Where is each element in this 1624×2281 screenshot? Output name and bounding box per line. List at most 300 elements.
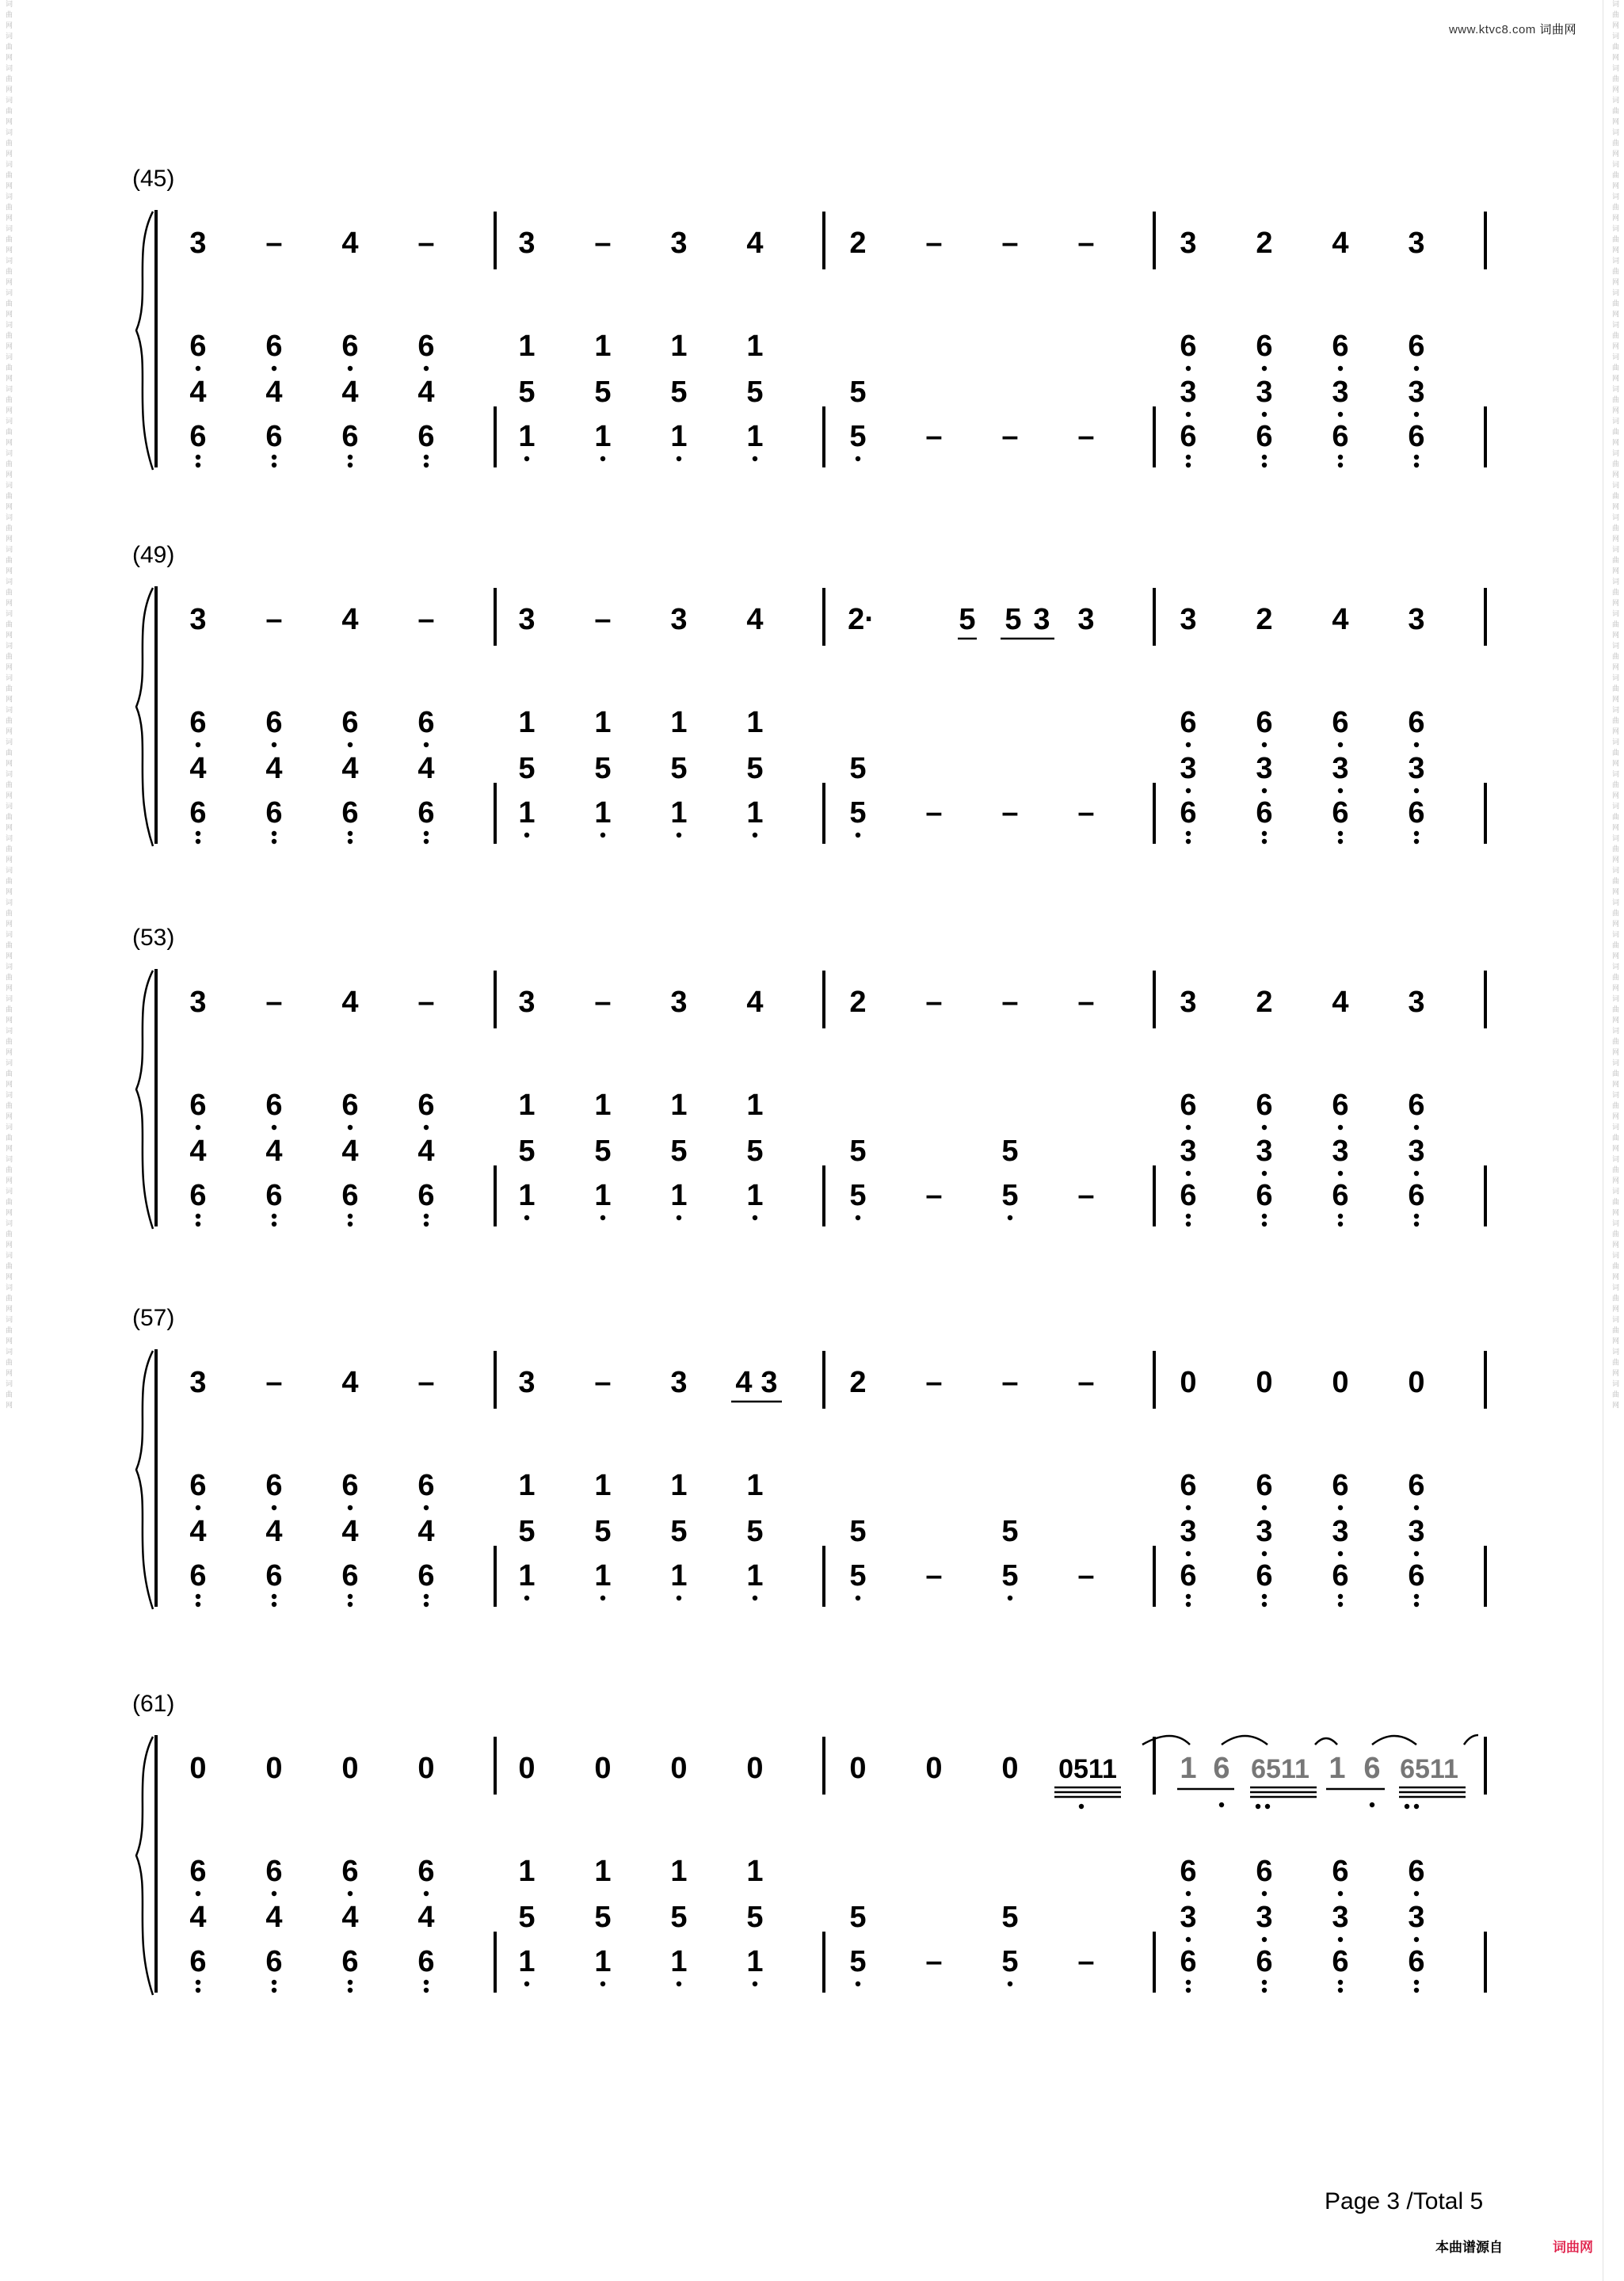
melody-note: 0 <box>518 1752 536 1785</box>
bass-note: – <box>925 796 943 830</box>
bass-note: 6 <box>1408 706 1425 739</box>
melody-note: 0 <box>1408 1366 1425 1399</box>
bass-note: 6 <box>1256 330 1273 363</box>
melody-note: 3 <box>518 1366 536 1399</box>
bass-note: 1 <box>746 1179 764 1212</box>
bass-note: 5 <box>849 1135 867 1168</box>
octave-dot <box>1186 366 1191 371</box>
octave-dot <box>1262 1214 1267 1219</box>
bass-note: 1 <box>670 1469 688 1502</box>
bass-note: 6 <box>417 1945 435 1978</box>
bass-note: 3 <box>1408 376 1425 409</box>
bass-note: 5 <box>594 376 612 409</box>
octave-dot <box>272 1988 276 1993</box>
bass-note: 6 <box>189 420 207 453</box>
source-label: 本曲谱源自 <box>1435 2240 1503 2255</box>
bass-note: 4 <box>417 1515 435 1548</box>
octave-dot <box>753 833 757 837</box>
melody-note: 3 <box>1180 986 1197 1019</box>
bass-note: 6 <box>341 330 359 363</box>
octave-dot <box>1338 839 1343 844</box>
bass-note: 1 <box>594 1855 612 1888</box>
bass-note: 6 <box>341 1469 359 1502</box>
octave-dot <box>677 833 681 837</box>
bass-note: 6 <box>417 1179 435 1212</box>
octave-dot <box>1262 1594 1267 1599</box>
melody-note: – <box>1077 1366 1095 1399</box>
octave-dot <box>196 1505 200 1510</box>
melody-note: 4 <box>1332 603 1349 636</box>
bass-note: 1 <box>670 420 688 453</box>
bass-note: 3 <box>1180 1901 1197 1934</box>
melody-note: – <box>594 1366 612 1399</box>
octave-dot <box>1262 455 1267 460</box>
octave-dot <box>424 455 429 460</box>
bass-note: 6 <box>189 1179 207 1212</box>
melody-note: 3 <box>1408 227 1425 260</box>
octave-dot <box>196 455 200 460</box>
octave-dot <box>1414 1222 1419 1226</box>
octave-dot <box>677 456 681 461</box>
measure-number: (49) <box>132 542 175 568</box>
octave-dot <box>856 456 860 461</box>
bass-note: 6 <box>417 796 435 830</box>
bass-note: 6 <box>1256 706 1273 739</box>
bass-note: 1 <box>594 1179 612 1212</box>
bass-note: 5 <box>849 796 867 830</box>
melody-note: – <box>594 986 612 1019</box>
bass-note: 4 <box>189 1515 207 1548</box>
octave-dot <box>1262 1937 1267 1942</box>
melody-note: 3 <box>670 1366 688 1399</box>
bass-note: 5 <box>518 752 536 785</box>
melody-note: 4 <box>746 227 764 260</box>
octave-dot <box>677 1596 681 1600</box>
bass-note: 1 <box>518 420 536 453</box>
bass-note: 6 <box>341 420 359 453</box>
bass-note: 3 <box>1256 1901 1273 1934</box>
tie-arc <box>1464 1735 1478 1745</box>
bass-note: 6 <box>1332 1469 1349 1502</box>
bass-note: 6 <box>1256 1945 1273 1978</box>
octave-dot <box>272 1125 276 1130</box>
melody-note: 3 <box>670 227 688 260</box>
melody-note: – <box>594 603 612 636</box>
bass-note: 1 <box>670 330 688 363</box>
bass-note: 1 <box>518 1945 536 1978</box>
bass-note: 3 <box>1180 1515 1197 1548</box>
melody-note: 0 <box>417 1752 435 1785</box>
bass-note: 5 <box>518 1901 536 1934</box>
octave-dot <box>1338 1505 1343 1510</box>
bass-note: 1 <box>594 1469 612 1502</box>
bass-note: 4 <box>417 376 435 409</box>
octave-dot <box>1414 1214 1419 1219</box>
bass-note: 6 <box>417 1469 435 1502</box>
bass-note: 6 <box>189 1469 207 1502</box>
measure-number: (45) <box>132 166 175 192</box>
bass-note: 1 <box>670 1855 688 1888</box>
octave-dot <box>196 1980 200 1985</box>
bass-note: 6 <box>1332 420 1349 453</box>
bass-note: 1 <box>594 330 612 363</box>
bass-note: 6 <box>1332 1089 1349 1122</box>
bass-note: 4 <box>265 1901 283 1934</box>
bass-note: 5 <box>670 376 688 409</box>
melody-note: 4 <box>341 603 359 636</box>
bass-note: 6 <box>417 1559 435 1593</box>
octave-dot <box>1414 1551 1419 1556</box>
bass-note: 1 <box>518 706 536 739</box>
octave-dot <box>600 456 605 461</box>
bass-note: 4 <box>265 752 283 785</box>
octave-dot <box>1338 788 1343 793</box>
octave-dot <box>196 1891 200 1896</box>
octave-dot <box>424 366 429 371</box>
melody-note: 6 <box>1363 1752 1381 1785</box>
bass-note: 5 <box>594 752 612 785</box>
melody-note: 3 <box>1077 603 1095 636</box>
system-brace <box>136 1737 153 1995</box>
tie-arc <box>1315 1738 1337 1745</box>
bass-note: 6 <box>1332 1945 1349 1978</box>
melody-note: – <box>1077 986 1095 1019</box>
octave-dot <box>1262 366 1267 371</box>
bass-note: 3 <box>1332 1901 1349 1934</box>
bass-note: – <box>1077 420 1095 453</box>
octave-dot <box>348 1602 353 1607</box>
bass-note: 4 <box>189 752 207 785</box>
bass-note: 1 <box>670 1559 688 1593</box>
melody-note: 6 <box>1213 1752 1230 1785</box>
melody-note: – <box>265 603 283 636</box>
octave-dot <box>1262 788 1267 793</box>
melody-note: 2 <box>1256 986 1273 1019</box>
octave-dot <box>1262 412 1267 417</box>
bass-note: 3 <box>1408 752 1425 785</box>
bass-note: 6 <box>341 1089 359 1122</box>
octave-dot <box>272 1602 276 1607</box>
bass-note: 6 <box>189 330 207 363</box>
melody-note: 3 <box>1408 986 1425 1019</box>
bass-note: 3 <box>1256 1515 1273 1548</box>
bass-note: 6 <box>341 1945 359 1978</box>
melody-note: 0 <box>1332 1366 1349 1399</box>
octave-dot <box>196 1988 200 1993</box>
bass-note: 1 <box>670 1179 688 1212</box>
octave-dot <box>1186 839 1191 844</box>
bass-note: 6 <box>189 1855 207 1888</box>
melody-note: 1 <box>1180 1752 1197 1785</box>
bass-note: 5 <box>849 1901 867 1934</box>
melody-note: 0 <box>1001 1752 1019 1785</box>
melody-note: 0 <box>1180 1366 1197 1399</box>
octave-dot <box>1262 1222 1267 1226</box>
melody-note: 0 <box>925 1752 943 1785</box>
bass-note: – <box>925 420 943 453</box>
bass-note: 5 <box>849 1515 867 1548</box>
melody-note: 2· <box>848 603 875 636</box>
bass-note: 6 <box>1256 1179 1273 1212</box>
bass-note: 3 <box>1256 752 1273 785</box>
octave-dot <box>272 455 276 460</box>
bass-note: 5 <box>849 1179 867 1212</box>
octave-dot <box>1186 463 1191 467</box>
octave-dot <box>1219 1802 1224 1807</box>
melody-note: 2 <box>1256 603 1273 636</box>
measure-number: (53) <box>132 925 175 951</box>
octave-dot <box>1262 1980 1267 1985</box>
melody-note: 3 <box>761 1366 778 1399</box>
octave-dot <box>1186 1980 1191 1985</box>
bass-note: 5 <box>1001 1179 1019 1212</box>
bass-note: 6 <box>265 706 283 739</box>
melody-note: 0 <box>746 1752 764 1785</box>
octave-dot <box>1338 1988 1343 1993</box>
octave-dot <box>348 1891 353 1896</box>
bass-note: 1 <box>518 1469 536 1502</box>
bass-note: 6 <box>1332 706 1349 739</box>
octave-dot <box>1370 1802 1374 1807</box>
bass-note: 6 <box>417 1089 435 1122</box>
octave-dot <box>1008 1596 1012 1600</box>
bass-note: 1 <box>518 1559 536 1593</box>
octave-dot <box>348 1594 353 1599</box>
octave-dot <box>1414 1980 1419 1985</box>
melody-note: – <box>417 227 435 260</box>
octave-dot <box>1338 831 1343 836</box>
octave-dot <box>1338 1980 1343 1985</box>
melody-note: 3 <box>518 227 536 260</box>
octave-dot <box>196 1594 200 1599</box>
melody-note: 2 <box>849 227 867 260</box>
bass-note: 1 <box>746 796 764 830</box>
bass-note: 6 <box>1180 1855 1197 1888</box>
octave-dot <box>1414 742 1419 747</box>
octave-dot <box>1338 455 1343 460</box>
melody-note: – <box>1001 986 1019 1019</box>
bass-note: 3 <box>1180 376 1197 409</box>
bass-note: 6 <box>417 420 435 453</box>
octave-dot <box>272 1594 276 1599</box>
octave-dot <box>677 1982 681 1986</box>
octave-dot <box>856 1215 860 1220</box>
octave-dot <box>348 463 353 467</box>
bass-note: 6 <box>1332 1179 1349 1212</box>
bass-note: 6 <box>341 796 359 830</box>
bass-note: 5 <box>849 1945 867 1978</box>
octave-dot <box>1262 831 1267 836</box>
bass-note: 6 <box>1180 420 1197 453</box>
bass-note: 1 <box>518 330 536 363</box>
melody-note: 3 <box>670 603 688 636</box>
octave-dot <box>196 742 200 747</box>
bass-note: 5 <box>746 1901 764 1934</box>
octave-dot <box>1262 1505 1267 1510</box>
octave-dot <box>600 1982 605 1986</box>
melody-note: 3 <box>1033 603 1050 636</box>
tie-arc <box>1222 1736 1268 1745</box>
octave-dot <box>856 1982 860 1986</box>
bass-note: 6 <box>1408 1179 1425 1212</box>
bass-note: 6 <box>189 1089 207 1122</box>
octave-dot <box>272 1505 276 1510</box>
bass-note: 3 <box>1256 1135 1273 1168</box>
octave-dot <box>348 1222 353 1226</box>
melody-note: 0 <box>265 1752 283 1785</box>
bass-note: 3 <box>1408 1901 1425 1934</box>
melody-note: 5 <box>1005 603 1022 636</box>
bass-note: 1 <box>594 1089 612 1122</box>
system-brace <box>136 971 153 1229</box>
bass-note: 6 <box>1408 330 1425 363</box>
bass-note: 6 <box>1408 1089 1425 1122</box>
left-watermark-strip: 词 曲 网 词 曲 网 词 曲 网 词 曲 网 词 曲 网 词 曲 网 词 曲 网 词 曲 网 词 曲 网 词 曲 网 词 曲 网 词 曲 网 词 曲 网 词 曲 网 词 曲 网 词 曲 网 词 曲 网 词 曲 网 词 曲 网 词 曲 网 词 曲 网 词 曲 网 词 曲 网 词 曲 网 词 曲 网 词 曲 网 词 曲 网 词 曲 网 词 曲 网 词 曲 网 词 曲 网 词 曲 网 词 曲 网 词 曲 网 词 曲 网 词 曲 网 词 曲 网 词 曲 网 词 曲 网 词 曲 网 词 曲 网 词 曲 网 词 曲 网 词 曲 网 <box>5 0 13 1409</box>
bass-note: 4 <box>341 1135 359 1168</box>
bass-note: 5 <box>849 752 867 785</box>
octave-dot <box>1186 742 1191 747</box>
octave-dot <box>272 839 276 844</box>
bass-note: 1 <box>746 1855 764 1888</box>
bass-note: 5 <box>670 1515 688 1548</box>
bass-note: 6 <box>265 1855 283 1888</box>
octave-dot <box>1414 1594 1419 1599</box>
melody-note: – <box>417 603 435 636</box>
octave-dot <box>1186 1214 1191 1219</box>
melody-note: 3 <box>1180 603 1197 636</box>
bass-note: 5 <box>746 1135 764 1168</box>
melody-note: – <box>1077 227 1095 260</box>
octave-dot <box>1262 1125 1267 1130</box>
octave-dot <box>1338 1214 1343 1219</box>
bass-note: 5 <box>518 1135 536 1168</box>
bass-note: – <box>925 1179 943 1212</box>
octave-dot <box>424 1594 429 1599</box>
octave-dot <box>1338 1171 1343 1176</box>
octave-dot <box>524 1982 529 1986</box>
octave-dot <box>348 455 353 460</box>
bass-note: 3 <box>1332 1515 1349 1548</box>
bass-note: 6 <box>341 706 359 739</box>
bass-note: 6 <box>265 330 283 363</box>
bass-note: 1 <box>594 420 612 453</box>
tie-arc <box>1142 1736 1190 1745</box>
octave-dot <box>348 831 353 836</box>
bass-note: 6 <box>1256 1559 1273 1593</box>
octave-dot <box>1186 1222 1191 1226</box>
bass-note: 5 <box>1001 1559 1019 1593</box>
melody-note: – <box>417 986 435 1019</box>
bass-note: 3 <box>1408 1515 1425 1548</box>
octave-dot <box>424 1125 429 1130</box>
octave-dot <box>1262 463 1267 467</box>
octave-dot <box>1414 831 1419 836</box>
bass-note: 4 <box>341 1901 359 1934</box>
bass-note: 5 <box>670 752 688 785</box>
octave-dot <box>677 1215 681 1220</box>
octave-dot <box>1262 1602 1267 1607</box>
bass-note: 4 <box>341 1515 359 1548</box>
bass-note: 6 <box>1180 796 1197 830</box>
melody-note: 4 <box>1332 227 1349 260</box>
system-brace <box>136 1351 153 1609</box>
melody-note: 3 <box>518 603 536 636</box>
melody-note: 6511 <box>1400 1754 1458 1784</box>
melody-note: 3 <box>189 1366 207 1399</box>
octave-dot <box>424 1222 429 1226</box>
octave-dot <box>1414 455 1419 460</box>
melody-note: 2 <box>1256 227 1273 260</box>
bass-note: – <box>925 1559 943 1593</box>
octave-dot <box>424 839 429 844</box>
melody-note: 3 <box>1408 603 1425 636</box>
octave-dot <box>1262 839 1267 844</box>
source-brand[interactable]: 词曲网 <box>1553 2240 1593 2255</box>
bass-note: 5 <box>594 1515 612 1548</box>
page-indicator: Page 3 /Total 5 <box>1325 2188 1484 2214</box>
bass-note: – <box>1077 796 1095 830</box>
bass-note: 4 <box>417 1901 435 1934</box>
bass-note: 6 <box>1180 1089 1197 1122</box>
octave-dot <box>1338 366 1343 371</box>
bass-note: 1 <box>670 1945 688 1978</box>
melody-note: 4 <box>746 603 764 636</box>
bass-note: 1 <box>518 796 536 830</box>
octave-dot <box>424 463 429 467</box>
octave-dot <box>1262 1891 1267 1896</box>
bass-note: – <box>1001 420 1019 453</box>
melody-note: 0 <box>670 1752 688 1785</box>
bass-note: 6 <box>1256 420 1273 453</box>
bass-note: 4 <box>189 376 207 409</box>
melody-note: 2 <box>849 1366 867 1399</box>
bass-note: 1 <box>746 1559 764 1593</box>
melody-note: – <box>265 227 283 260</box>
measure-number: (61) <box>132 1691 175 1717</box>
melody-note: 4 <box>341 227 359 260</box>
bass-note: 1 <box>670 706 688 739</box>
octave-dot <box>1414 366 1419 371</box>
bass-note: 1 <box>518 1855 536 1888</box>
octave-dot <box>1405 1804 1409 1809</box>
bass-note: 5 <box>518 376 536 409</box>
octave-dot <box>424 1980 429 1985</box>
bass-note: 3 <box>1332 1135 1349 1168</box>
octave-dot <box>1338 412 1343 417</box>
bass-note: 6 <box>417 1855 435 1888</box>
bass-note: 6 <box>341 1855 359 1888</box>
melody-note: 4 <box>1332 986 1349 1019</box>
bass-note: 6 <box>1332 796 1349 830</box>
site-brand: 词曲网 <box>1539 23 1576 36</box>
octave-dot <box>196 831 200 836</box>
bass-note: 1 <box>518 1089 536 1122</box>
bass-note: 6 <box>1256 796 1273 830</box>
octave-dot <box>424 1505 429 1510</box>
octave-dot <box>1338 742 1343 747</box>
octave-dot <box>1414 412 1419 417</box>
octave-dot <box>1008 1215 1012 1220</box>
bass-note: 4 <box>417 752 435 785</box>
melody-note: 0 <box>1256 1366 1273 1399</box>
bass-note: 5 <box>746 752 764 785</box>
octave-dot <box>272 1214 276 1219</box>
octave-dot <box>272 1222 276 1226</box>
melody-note: 1 <box>1329 1752 1346 1785</box>
bass-note: 6 <box>265 796 283 830</box>
octave-dot <box>1262 1551 1267 1556</box>
bass-note: 4 <box>341 752 359 785</box>
